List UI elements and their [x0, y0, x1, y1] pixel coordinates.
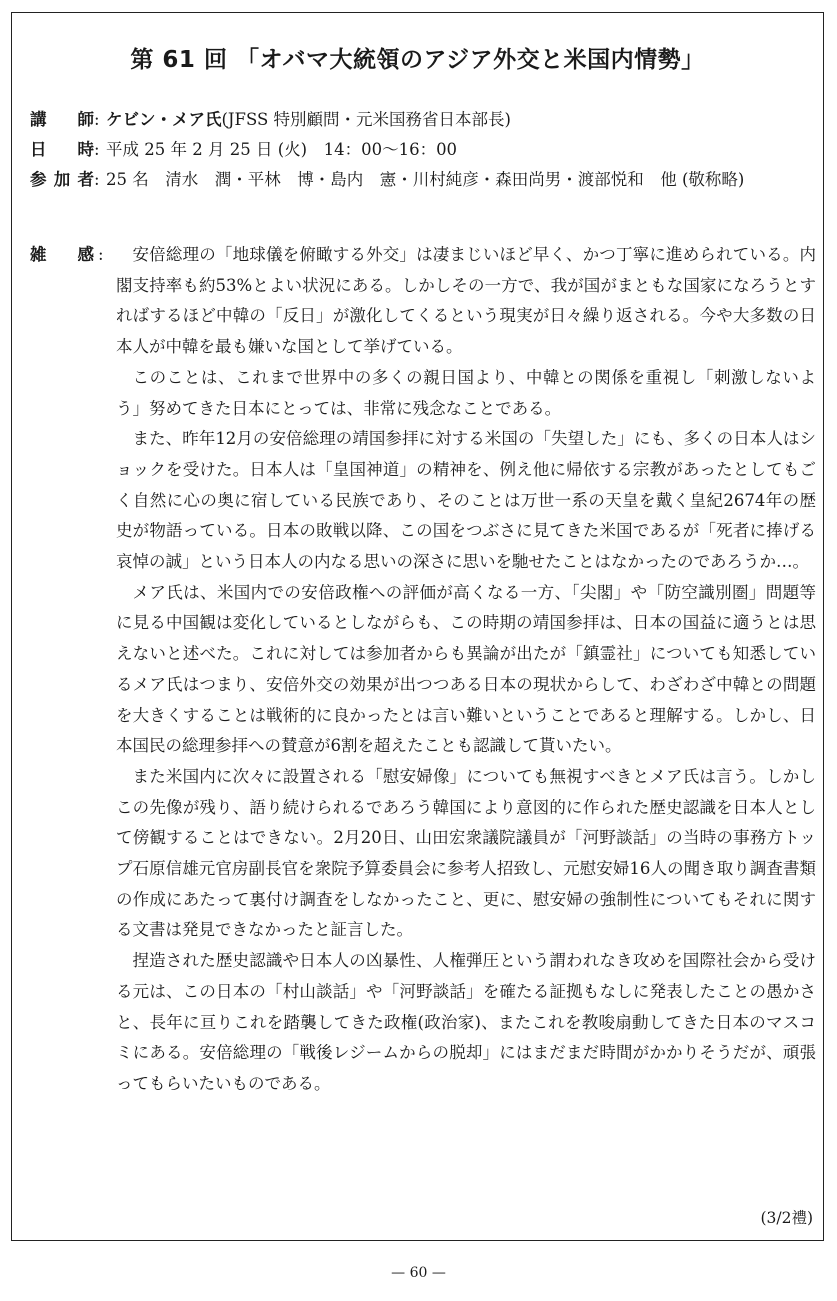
participants-row	[30, 165, 744, 195]
lecturer-value	[106, 105, 511, 135]
page-number: — 60 —	[391, 1265, 446, 1281]
remarks-paragraph: また米国内に次々に設置される「慰安婦像」についても無視すべきとメア氏は言う。しかしこの先像が残り、語り続けられるであろう韓国により意図的に作られた歴史認識を日本人として傍観することはできない。2月20日、山田宏衆議院議員が「河野談話」の当時の事務方トップ石原信雄元官房副長官を衆院予算委員会に参考人招致し、元慰安婦16人の聞き取り調査書類の作成にあたって裏付け調査をしなかったこと、更に、慰安婦の強制性についてもそれに関する文書は発見できなかったと証言した。	[116, 766, 816, 940]
participants-colon: :	[94, 170, 100, 189]
remarks-paragraph: 捏造された歴史認識や日本人の凶暴性、人権弾圧という謂われなき攻めを国際社会から受ける元は、この日本の「村山談話」や「河野談話」を確たる証拠もなしに発表したことの愚かさと、長年に亘りこれを踏襲してきた政権(政治家)、またこれを教唆扇動してきた日本のマスコミにある。安倍総理の「戦後レジームからの脱却」にはまだまだ時間がかかりそうだが、頑張ってもらいたいものである。	[116, 951, 816, 1093]
lecturer-row	[30, 105, 744, 135]
participants-label: 参加者	[30, 170, 94, 189]
author-signature: (3/2禮)	[760, 1209, 813, 1227]
remarks-colon: :	[98, 245, 104, 264]
participants-value: 25 名 清水 潤・平林 博・島内 憲・川村純彦・森田尚男・渡部悦和 他 (敬称略)	[106, 170, 745, 189]
page-title: 第 61 回 「オバマ大統領のアジア外交と米国内情勢」	[130, 47, 705, 73]
remarks-paragraph: また、昨年12月の安倍総理の靖国参拝に対する米国の「失望した」にも、多くの日本人はショックを受けた。日本人は「皇国神道」の精神を、例え他に帰依する宗教があったとしてもごく自然に心の奥に宿している民族であり、そのことは万世一系の天皇を戴く皇紀2674年の歴史が物語っている。日本の敗戦以降、この国をつぶさに見てきた米国であるが「死者に捧げる哀悼の誠」という日本人の内なる思いの深さに思いを馳せたことはなかったのであろうか…。	[116, 429, 816, 572]
datetime-row	[30, 135, 744, 165]
remarks-paragraph: このことは、これまで世界中の多くの親日国より、中韓との関係を重視し「刺激しないよう」努めてきた日本にとっては、非常に残念なことである。	[116, 367, 816, 418]
remarks-paragraph: 安倍総理の「地球儀を俯瞰する外交」は凄まじいほど早く、かつ丁寧に進められている。内閣支持率も約53%とよい状況にある。しかしその一方で、我が国がまともな国家になろうとすればするほど中韓の「反日」が激化してくるという現実が日々繰り返される。今や大多数の日本人が中韓を最も嫌いな国として挙げている。	[116, 245, 816, 357]
lecturer-affiliation: (JFSS 特別顧問・元米国務省日本部長)	[221, 110, 511, 129]
page-frame	[11, 12, 824, 1241]
remarks-body	[116, 240, 816, 1100]
remarks-paragraph: メア氏は、米国内での安倍政権への評価が高くなる一方、「尖閣」や「防空識別圏」問題等に見る中国観は変化しているとしながらも、この時期の靖国参拝は、日本の国益に適うとは思えないと述べた。これに対しては参加者からも異論が出たが「鎮霊社」についても知悉しているメア氏はつまり、安倍外交の効果が出つつある日本の現状からして、わざわざ中韓との問題を大きくすることは戦術的に良かったとは言い難いということであると理解する。しかし、日本国民の総理参拝への賛意が6割を超えたことも認識して貰いたい。	[116, 582, 816, 756]
remarks-label-wrap	[30, 240, 94, 271]
meta-block	[30, 105, 744, 195]
datetime-label: 日時	[30, 140, 94, 159]
lecturer-label: 講師	[30, 110, 94, 129]
datetime-colon: :	[94, 140, 100, 159]
datetime-value: 平成 25 年 2 月 25 日 (火) 14：00〜16：00	[106, 140, 458, 159]
remarks-label: 雑感	[30, 245, 94, 264]
lecturer-colon: :	[94, 110, 100, 129]
lecturer-name: ケビン・メア氏	[106, 110, 222, 129]
